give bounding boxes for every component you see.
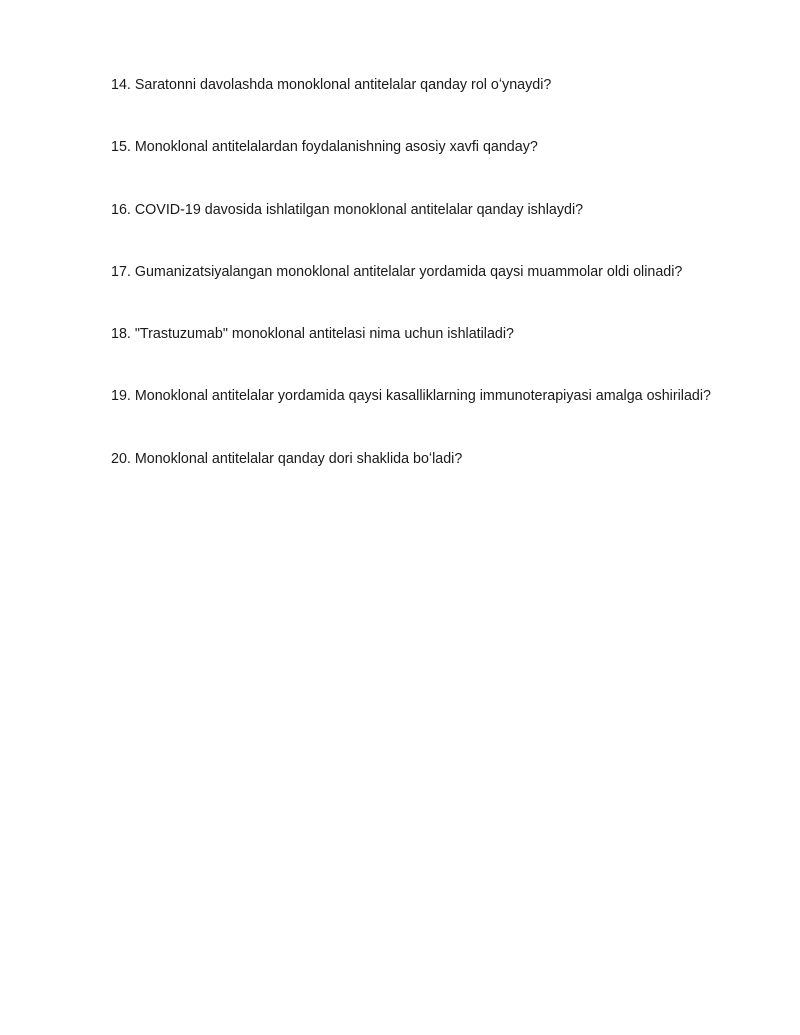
question-17: 17. Gumanizatsiyalangan monoklonal antitelalar yordamida qaysi muammolar oldi olinadi?	[111, 263, 683, 280]
question-list	[111, 76, 771, 512]
question-14: 14. Saratonni davolashda monoklonal antitelalar qanday rol oʻynaydi?	[111, 77, 552, 93]
question-20: 20. Monoklonal antitelalar qanday dori shaklida boʻladi?	[111, 450, 463, 467]
question-15: 15. Monoklonal antitelalardan foydalanishning asosiy xavfi qanday?	[111, 139, 538, 156]
question-18: 18. "Trastuzumab" monoklonal antitelasi nima uchun ishlatiladi?	[111, 326, 515, 343]
question-16: 16. COVID-19 davosida ishlatilgan monoklonal antitelalar qanday ishlaydi?	[111, 201, 584, 218]
question-19: 19. Monoklonal antitelalar yordamida qaysi kasalliklarning immunoterapiyasi amalga oshiriladi?	[111, 388, 711, 405]
